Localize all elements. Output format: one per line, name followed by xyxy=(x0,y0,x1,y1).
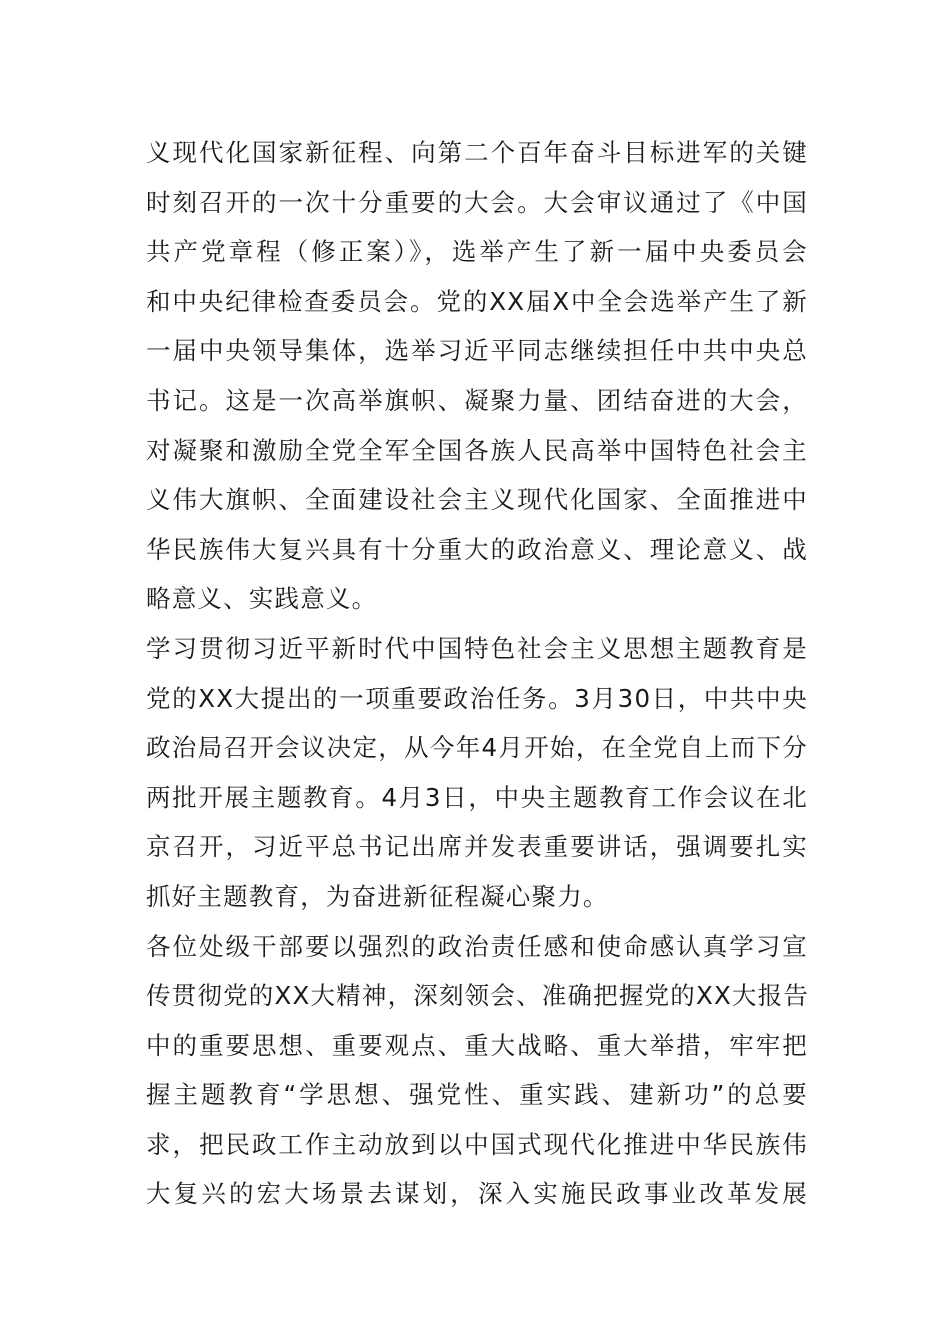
text-line: 传贯彻党的XX大精神，深刻领会、准确把握党的XX大报告 xyxy=(146,981,810,1011)
text-line: 义现代化国家新征程、向第二个百年奋斗目标进军的关键 xyxy=(146,138,808,167)
text-line: 书记。这是一次高举旗帜、凝聚力量、团结奋进的大会， xyxy=(146,385,808,415)
text-line: 义伟大旗帜、全面建设社会主义现代化国家、全面推进中 xyxy=(146,485,808,515)
text-line: 对凝聚和激励全党全军全国各族人民高举中国特色社会主 xyxy=(146,435,808,465)
text-line: 各位处级干部要以强烈的政治责任感和使命感认真学习宣 xyxy=(146,931,808,961)
text-line: 抓好主题教育，为奋进新征程凝心聚力。 xyxy=(146,881,609,911)
text-line: 求，把民政工作主动放到以中国式现代化推进中华民族伟 xyxy=(146,1129,808,1159)
text-line: 党的XX大提出的一项重要政治任务。3月30日，中共中央 xyxy=(146,683,808,713)
text-line: 政治局召开会议决定，从今年4月开始，在全党自上而下分 xyxy=(146,733,808,763)
text-line: 共产党章程（修正案）》，选举产生了新一届中央委员会 xyxy=(146,237,808,267)
text-line: 时刻召开的一次十分重要的大会。大会审议通过了《中国 xyxy=(146,187,808,217)
text-line: 中的重要思想、重要观点、重大战略、重大举措，牢牢把 xyxy=(146,1030,808,1060)
text-line: 一届中央领导集体，选举习近平同志继续担任中共中央总 xyxy=(146,336,808,366)
text-line: 两批开展主题教育。4月3日，中央主题教育工作会议在北 xyxy=(146,782,808,812)
text-line: 和中央纪律检查委员会。党的XX届X中全会选举产生了新 xyxy=(146,286,808,316)
text-line: 略意义、实践意义。 xyxy=(146,584,378,614)
body-text xyxy=(146,128,808,1219)
text-line: 学习贯彻习近平新时代中国特色社会主义思想主题教育是 xyxy=(146,633,808,663)
text-line: 大复兴的宏大场景去谋划，深入实施民政事业改革发展 xyxy=(146,1179,808,1209)
text-line: 握主题教育“学思想、强党性、重实践、建新功”的总要 xyxy=(146,1080,808,1110)
text-line: 华民族伟大复兴具有十分重大的政治意义、理论意义、战 xyxy=(146,534,808,564)
text-line: 京召开，习近平总书记出席并发表重要讲话，强调要扎实 xyxy=(146,832,808,862)
